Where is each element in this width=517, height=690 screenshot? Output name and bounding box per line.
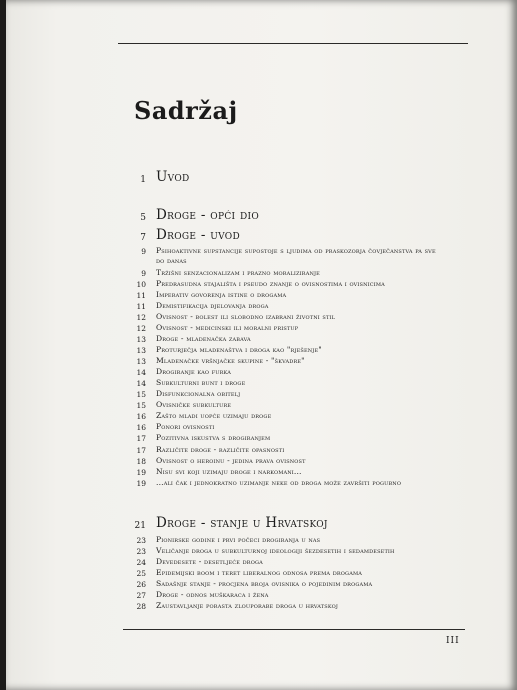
toc-page-number: 16 [136,412,146,421]
toc-entry-title: Proturječja mladenaštva i droga kao "rješenje" [156,345,322,354]
toc-entry-title: Zaustavljanje porasta zlouporabe droga u hrvatskoj [156,601,339,610]
toc-entry-title: Demistifikacija djelovanja droga [156,301,269,310]
toc-page-number: 5 [140,213,146,223]
toc-entry-title: Zašto mladi uopće uzimaju droge [156,411,272,420]
toc-page-number: 27 [136,591,146,600]
toc-page-number: 11 [136,291,146,300]
toc-page-number: 13 [136,346,146,355]
toc-page-number: 14 [136,368,146,377]
toc-entry-title: Ovisnost - medicinski ili moralni pristup [156,323,299,332]
toc-entry-title: Subkulturni bunt i droge [156,378,246,387]
toc-page-number: 11 [136,302,146,311]
toc-entry-title: Droge - stanje u Hrvatskoj [156,515,328,531]
toc-page-number: 23 [136,536,146,545]
toc-page-number: 25 [136,569,146,578]
toc-entry-title: Ovisničke subkulture [156,400,232,409]
toc-page-number: 17 [136,434,146,443]
toc-entry-title: Psihoaktivne supstancije supostoje s ljudima od praskozorja čovječanstva pa sve do danas [156,246,436,265]
toc-page-number: 19 [136,468,146,477]
toc-entry-title: Droge - mladenačka zabava [156,334,251,343]
toc-entry-title: Nisu svi koji uzimaju droge i narkomani... [156,467,302,476]
toc-page-number: 9 [141,269,146,278]
toc-page-number: 26 [136,580,146,589]
toc-page-number: 19 [136,479,146,488]
toc-entry-title: Ovisnost o heroinu - jedina prava ovisnost [156,456,306,465]
toc-entry-title: Droge - uvod [156,227,241,243]
toc-entry-title: Disfunkcionalna obitelj [156,389,241,398]
toc-entry-title: Predrasudna stajališta i pseudo znanje o ovisnostima i ovisnicima [156,279,385,288]
toc-page-number: 10 [136,280,146,289]
toc-page-number: 23 [136,547,146,556]
toc-page-number: 13 [136,335,146,344]
toc-entry-title: Različite droge - različite opasnosti [156,445,285,454]
toc-page-number: 12 [136,313,146,322]
toc-entry-title: Veličanje droga u subkulturnoj ideologiji šezdesetih i sedamdesetih [156,546,395,555]
toc-page-number: 28 [136,602,146,611]
toc-page-number: 18 [136,457,146,466]
toc-page-number: 17 [136,446,146,455]
toc-entry-title: Drogiranje kao furka [156,367,231,376]
toc-entry-title: Pozitivna iskustva s drogiranjem [156,433,271,442]
toc-entry-title: Ponori ovisnosti [156,422,215,431]
toc-page-number: 21 [134,521,146,531]
toc-page-number: 7 [140,233,146,243]
toc-page-number: 1 [140,175,146,185]
page-number: III [446,636,460,646]
toc-page-number: 24 [136,558,146,567]
toc-page-number: 9 [141,247,146,256]
toc-entry-title: Tržišni senzacionalizam i prazno moraliziranje [156,268,320,277]
toc-entry-title: Sadašnje stanje - procjena broja ovisnika o pojedinim drogama [156,579,373,588]
page-title: Sadržaj [134,96,238,125]
toc-entry-title: Pionirske godine i prvi počeci drogiranja u nas [156,535,321,544]
toc-entry-title: Uvod [156,169,190,185]
toc-entry-title: Mladenačke vršnjačke skupine - "škvadre" [156,356,305,365]
toc-entry-title: Devedesete - desetljeće droga [156,557,263,566]
toc-entry-title: Imperativ govorenja istine o drogama [156,290,287,299]
toc-entry-title: ...ali čak i jednokratno uzimanje neke od droga može završiti pogubno [156,478,402,487]
toc-page-number: 15 [136,390,146,399]
toc-page-number: 13 [136,357,146,366]
table-of-contents [6,0,517,690]
toc-entry-title: Droge - odnos muškaraca i žena [156,590,269,599]
book-page [6,0,517,690]
toc-entry-title: Epidemijski boom i teret liberalnog odnosa prema drogama [156,568,362,577]
bottom-rule [123,629,465,630]
toc-page-number: 15 [136,401,146,410]
toc-entry-title: Droge - opći dio [156,207,259,223]
toc-page-number: 14 [136,379,146,388]
toc-page-number: 16 [136,423,146,432]
toc-entry-title: Ovisnost - bolest ili slobodno izabrani životni stil [156,312,336,321]
toc-page-number: 12 [136,324,146,333]
